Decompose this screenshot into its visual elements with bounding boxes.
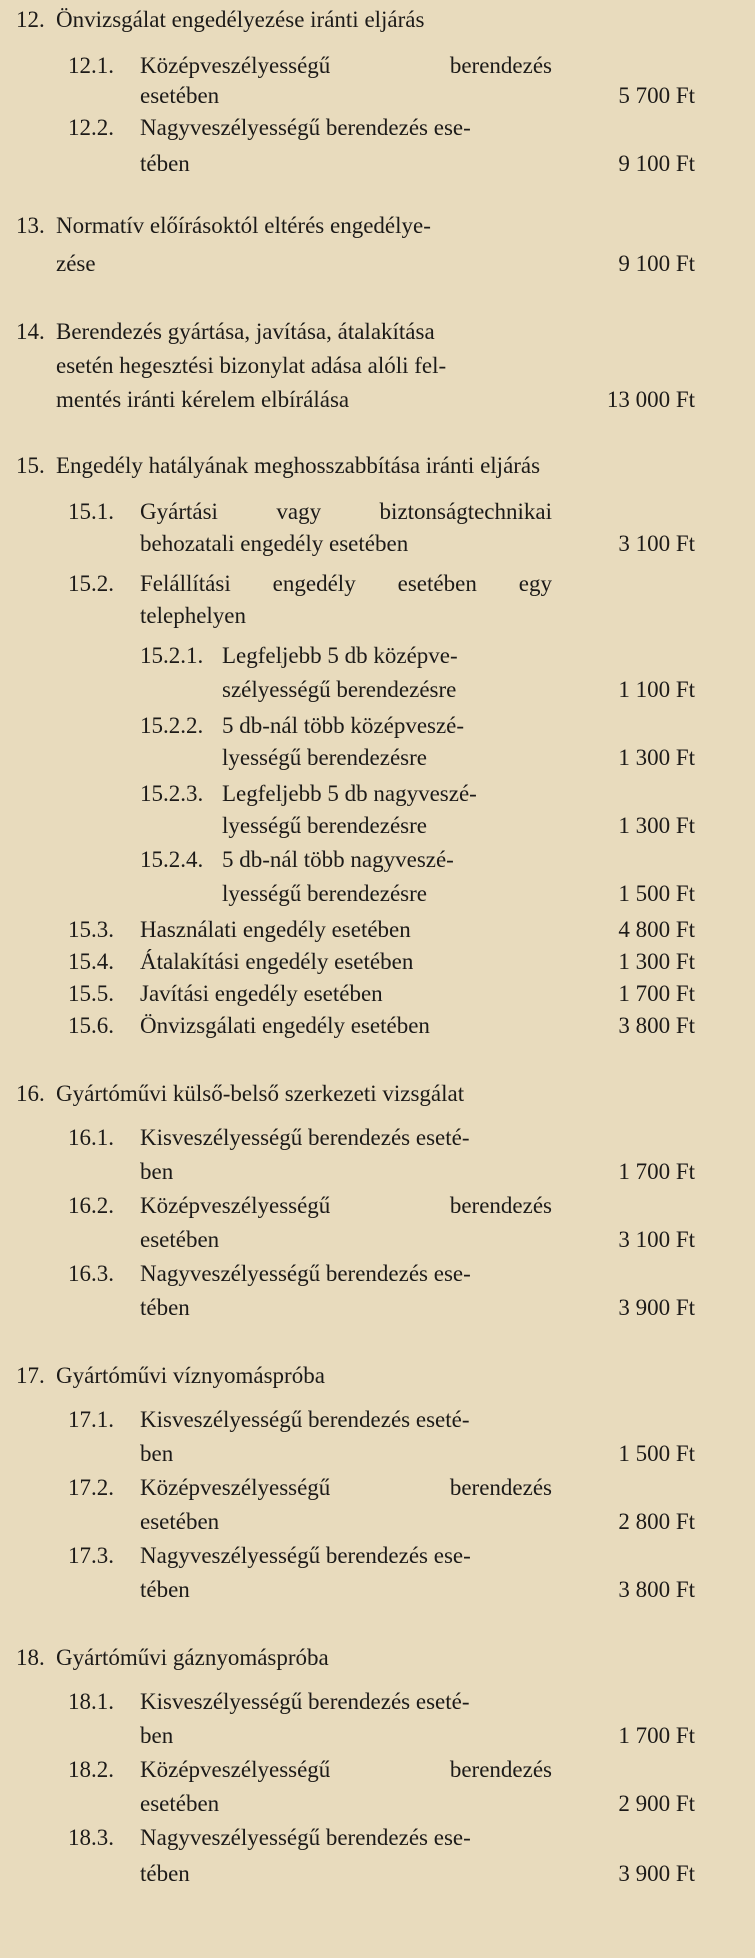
item-text: esetében <box>140 83 220 108</box>
subitem-number: 15.2.3. <box>140 781 204 806</box>
item-number: 16.1. <box>68 1125 114 1150</box>
item-text: Nagyveszélyességű berendezés ese- <box>140 115 471 140</box>
section-number: 12. <box>16 7 45 32</box>
item-price: 2 900 Ft <box>618 1791 695 1816</box>
subitem-text: 5 db-nál több középveszé- <box>222 713 465 738</box>
subitem-text: 5 db-nál több nagyveszé- <box>222 847 454 872</box>
subitem-price: 1 300 Ft <box>618 745 695 770</box>
item-number: 17.1. <box>68 1407 114 1432</box>
item-text: tében <box>140 1577 190 1602</box>
item-text: esetében <box>140 1791 220 1816</box>
section-number: 14. <box>16 319 45 344</box>
item-number: 15.2. <box>68 571 114 596</box>
item-price: 2 800 Ft <box>618 1509 695 1534</box>
section-text: mentés iránti kérelem elbírálása <box>56 387 350 412</box>
subitem-text: lyességű berendezésre <box>222 745 427 770</box>
item-price: 3 100 Ft <box>618 531 695 556</box>
item-number: 16.3. <box>68 1261 114 1286</box>
item-number: 18.2. <box>68 1757 114 1782</box>
item-text: Javítási engedély esetében <box>140 981 383 1006</box>
section-text: esetén hegesztési bizonylat adása alóli fel- <box>56 353 447 378</box>
item-price: 5 700 Ft <box>618 83 695 108</box>
item-price: 1 300 Ft <box>618 949 695 974</box>
item-number: 15.3. <box>68 917 114 942</box>
section-title: Gyártóművi külső-belső szerkezeti vizsgálat <box>56 1081 465 1106</box>
item-text: Átalakítási engedély esetében <box>140 949 414 974</box>
item-price: 4 800 Ft <box>618 917 695 942</box>
subitem-number: 15.2.2. <box>140 713 204 738</box>
item-price: 9 100 Ft <box>618 151 695 176</box>
item-text: tében <box>140 151 190 176</box>
subitem-text: lyességű berendezésre <box>222 881 427 906</box>
section-price: 9 100 Ft <box>618 251 695 276</box>
item-text: Középveszélyességű berendezés <box>140 53 552 78</box>
section-number: 17. <box>16 1363 45 1388</box>
subitem-text: Legfeljebb 5 db középve- <box>222 643 458 668</box>
subitem-price: 1 100 Ft <box>618 677 695 702</box>
section-title: Engedély hatályának meghosszabbítása iránti eljárás <box>56 453 541 478</box>
item-number: 12.1. <box>68 53 114 78</box>
item-number: 15.1. <box>68 499 114 524</box>
item-text: Kisveszélyességű berendezés eseté- <box>140 1407 470 1432</box>
section-text: Berendezés gyártása, javítása, átalakítása <box>56 319 435 344</box>
section-text: zése <box>56 251 96 276</box>
item-text: esetében <box>140 1509 220 1534</box>
item-text: tében <box>140 1295 190 1320</box>
item-number: 17.3. <box>68 1543 114 1568</box>
item-text: Kisveszélyességű berendezés eseté- <box>140 1125 470 1150</box>
section-text: Normatív előírásoktól eltérés engedélye- <box>56 213 431 238</box>
item-price: 1 700 Ft <box>618 1723 695 1748</box>
item-text: Használati engedély esetében <box>140 917 411 942</box>
subitem-price: 1 500 Ft <box>618 881 695 906</box>
item-text: Felállítási engedély esetében egy <box>140 571 552 596</box>
item-text: esetében <box>140 1227 220 1252</box>
item-number: 18.3. <box>68 1825 114 1850</box>
item-text: behozatali engedély esetében <box>140 531 409 556</box>
item-text: Nagyveszélyességű berendezés ese- <box>140 1261 471 1286</box>
item-price: 1 700 Ft <box>618 981 695 1006</box>
item-price: 3 800 Ft <box>618 1577 695 1602</box>
item-text: Középveszélyességű berendezés <box>140 1475 552 1500</box>
section-title: Gyártóművi víznyomáspróba <box>56 1363 325 1388</box>
item-text: tében <box>140 1861 190 1886</box>
item-text: telephelyen <box>140 603 247 628</box>
subitem-text: lyességű berendezésre <box>222 813 427 838</box>
section-number: 13. <box>16 213 45 238</box>
item-price: 3 800 Ft <box>618 1013 695 1038</box>
item-number: 15.4. <box>68 949 114 974</box>
item-number: 16.2. <box>68 1193 114 1218</box>
item-text: Önvizsgálati engedély esetében <box>140 1013 430 1038</box>
section-number: 16. <box>16 1081 45 1106</box>
item-text: Gyártási vagy biztonságtechnikai <box>140 499 552 524</box>
item-price: 1 500 Ft <box>618 1441 695 1466</box>
section-price: 13 000 Ft <box>606 387 695 412</box>
subitem-number: 15.2.4. <box>140 847 204 872</box>
item-text: Középveszélyességű berendezés <box>140 1193 552 1218</box>
item-text: ben <box>140 1159 174 1184</box>
item-number: 15.5. <box>68 981 114 1006</box>
subitem-text: szélyességű berendezésre <box>222 677 457 702</box>
section-number: 18. <box>16 1645 45 1670</box>
section-title: Gyártóművi gáznyomáspróba <box>56 1645 329 1670</box>
section-title: Önvizsgálat engedélyezése iránti eljárás <box>56 7 425 32</box>
item-text: Nagyveszélyességű berendezés ese- <box>140 1543 471 1568</box>
item-price: 1 700 Ft <box>618 1159 695 1184</box>
item-text: ben <box>140 1723 174 1748</box>
item-number: 12.2. <box>68 115 114 140</box>
item-text: ben <box>140 1441 174 1466</box>
item-number: 17.2. <box>68 1475 114 1500</box>
item-text: Középveszélyességű berendezés <box>140 1757 552 1782</box>
item-text: Kisveszélyességű berendezés eseté- <box>140 1689 470 1714</box>
item-number: 15.6. <box>68 1013 114 1038</box>
subitem-text: Legfeljebb 5 db nagyveszé- <box>222 781 477 806</box>
item-number: 18.1. <box>68 1689 114 1714</box>
subitem-number: 15.2.1. <box>140 643 204 668</box>
item-price: 3 100 Ft <box>618 1227 695 1252</box>
item-text: Nagyveszélyességű berendezés ese- <box>140 1825 471 1850</box>
item-price: 3 900 Ft <box>618 1861 695 1886</box>
item-price: 3 900 Ft <box>618 1295 695 1320</box>
section-number: 15. <box>16 453 45 478</box>
subitem-price: 1 300 Ft <box>618 813 695 838</box>
